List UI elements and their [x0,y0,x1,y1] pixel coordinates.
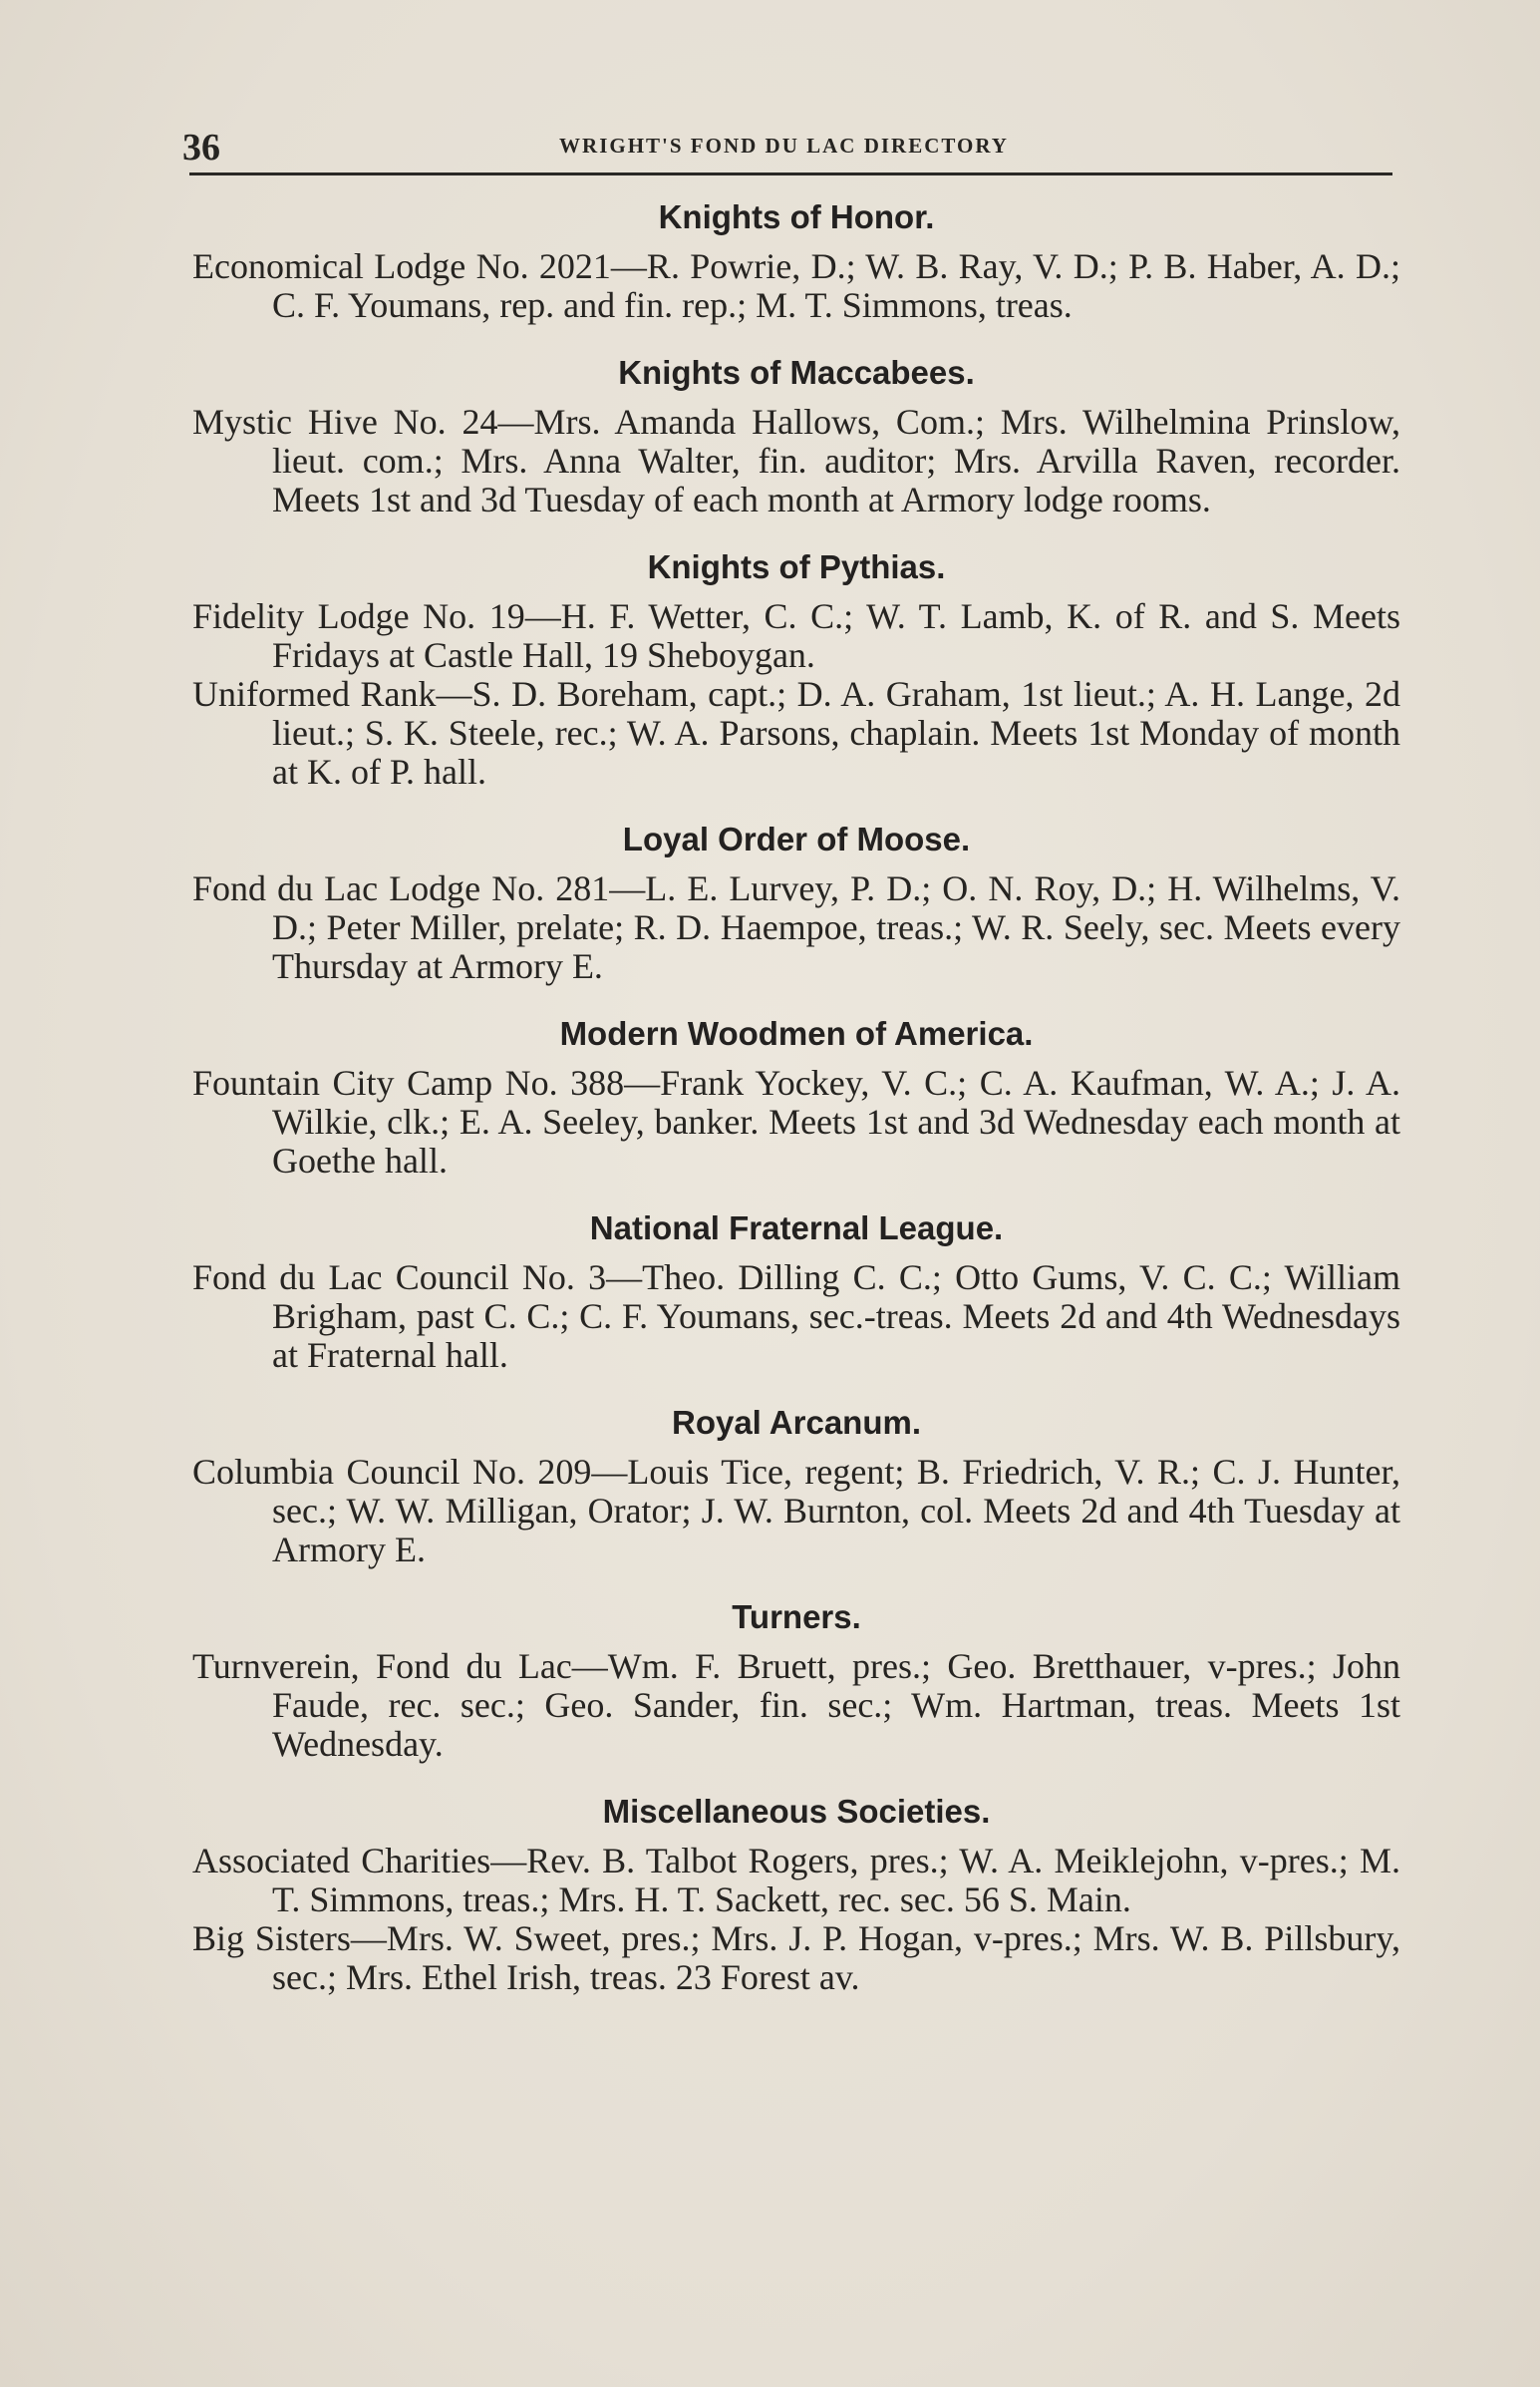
running-title: WRIGHT'S FOND DU LAC DIRECTORY [559,134,1009,158]
section-title: Modern Woodmen of America. [559,1015,1034,1052]
section-knights-of-pythias [192,545,1400,792]
section-miscellaneous-societies [192,1790,1400,1997]
section-royal-arcanum [192,1401,1400,1569]
directory-entry: Fidelity Lodge No. 19—H. F. Wetter, C. C.; W. T. Lamb, K. of R. and S. Meets Fridays at Castle Hall, 19 Sheboygan. [192,596,1400,675]
section-title: Miscellaneous Societies. [602,1793,991,1830]
directory-entry: Mystic Hive No. 24—Mrs. Amanda Hallows, Com.; Mrs. Wilhelmina Prinslow, lieut. com.; Mrs. Anna Walter, fin. auditor; Mrs. Arvilla Raven, recorder. Meets 1st and 3d Tuesday of each month at Armory lodge rooms. [192,402,1400,519]
section-title: National Fraternal League. [589,1209,1004,1246]
directory-entry: Uniformed Rank—S. D. Boreham, capt.; D. A. Graham, 1st lieut.; A. H. Lange, 2d lieut.; S. K. Steele, rec.; W. A. Parsons, chaplain. Meets 1st Monday of month at K. of P. hall. [192,674,1400,792]
running-head [182,126,1386,175]
section-title: Turners. [732,1598,861,1635]
section-title: Loyal Order of Moose. [622,821,971,857]
directory-entry: Fountain City Camp No. 388—Frank Yockey, V. C.; C. A. Kaufman, W. A.; J. A. Wilkie, clk.; E. A. Seeley, banker. Meets 1st and 3d Wednesday each month at Goethe hall. [192,1063,1400,1181]
directory-entry: Columbia Council No. 209—Louis Tice, regent; B. Friedrich, V. R.; C. J. Hunter, sec.; W. W. Milligan, Orator; J. W. Burnton, col. Meets 2d and 4th Tuesday at Armory E. [192,1452,1400,1569]
directory-entry: Turnverein, Fond du Lac—Wm. F. Bruett, pres.; Geo. Bretthauer, v-pres.; John Faude, rec. sec.; Geo. Sander, fin. sec.; Wm. Hartman, treas. Meets 1st Wednesday. [192,1646,1400,1764]
section-turners [192,1595,1400,1764]
header-rule [189,172,1392,175]
section-title: Knights of Maccabees. [618,354,975,391]
section-title: Knights of Honor. [658,198,935,235]
directory-entry: Big Sisters—Mrs. W. Sweet, pres.; Mrs. J. P. Hogan, v-pres.; Mrs. W. B. Pillsbury, sec.; Mrs. Ethel Irish, treas. 23 Forest av. [192,1918,1400,1997]
directory-entry: Fond du Lac Council No. 3—Theo. Dilling C. C.; Otto Gums, V. C. C.; William Brigham, past C. C.; C. F. Youmans, sec.-treas. Meets 2d and 4th Wednesdays at Fraternal hall. [192,1257,1400,1375]
section-modern-woodmen [192,1012,1400,1181]
section-title: Royal Arcanum. [671,1404,921,1441]
directory-entry: Economical Lodge No. 2021—R. Powrie, D.; W. B. Ray, V. D.; P. B. Haber, A. D.; C. F. Youmans, rep. and fin. rep.; M. T. Simmons, treas. [192,246,1400,325]
section-knights-of-maccabees [192,351,1400,519]
page-number: 36 [182,127,220,169]
section-title: Knights of Pythias. [647,548,946,585]
directory-content [192,195,1400,1997]
directory-entry: Associated Charities—Rev. B. Talbot Rogers, pres.; W. A. Meiklejohn, v-pres.; M. T. Simmons, treas.; Mrs. H. T. Sackett, rec. sec. 56 S. Main. [192,1841,1400,1919]
section-national-fraternal-league [192,1206,1400,1375]
section-knights-of-honor [192,195,1400,325]
section-loyal-order-of-moose [192,818,1400,986]
directory-entry: Fond du Lac Lodge No. 281—L. E. Lurvey, P. D.; O. N. Roy, D.; H. Wilhelms, V. D.; Peter Miller, prelate; R. D. Haempoe, treas.; W. R. Seely, sec. Meets every Thursday at Armory E. [192,868,1400,986]
